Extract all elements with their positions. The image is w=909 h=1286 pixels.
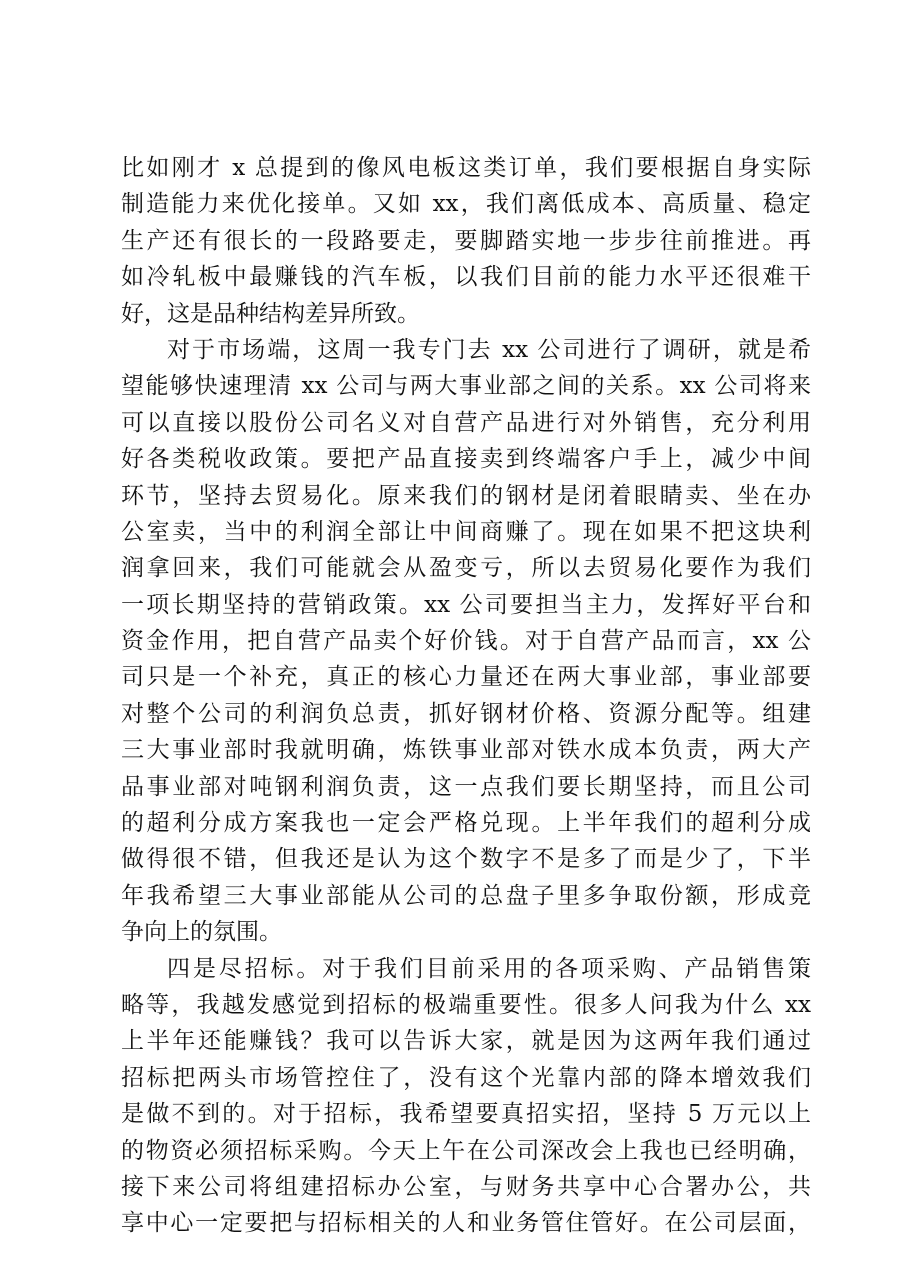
text-line: 的超利分成方案我也一定会严格兑现。上半年我们的超利分成 [121, 810, 811, 837]
text-line: 对整个公司的利润负总责，抓好钢材价格、资源分配等。组建 [121, 700, 811, 727]
text-line: 上半年还能赚钱？我可以告诉大家，就是因为这两年我们通过 [121, 1028, 811, 1055]
text-line: 公室卖，当中的利润全部让中间商赚了。现在如果不把这块利 [121, 518, 811, 545]
text-line: 润拿回来，我们可能就会从盈变亏，所以去贸易化要作为我们 [121, 555, 811, 582]
text-line: 制造能力来优化接单。又如 xx，我们离低成本、高质量、稳定 [121, 191, 811, 218]
paragraph-2 [121, 332, 811, 951]
text-line: 资金作用，把自营产品卖个好价钱。对于自营产品而言，xx 公 [121, 628, 811, 655]
text-line: 生产还有很长的一段路要走，要脚踏实地一步步往前推进。再 [121, 227, 811, 254]
text-line: 如冷轧板中最赚钱的汽车板，以我们目前的能力水平还很难干 [121, 264, 811, 291]
text-line: 望能够快速理清 xx 公司与两大事业部之间的关系。xx 公司将来 [121, 373, 811, 400]
text-line: 争向上的氛围。 [121, 919, 282, 946]
text-line: 三大事业部时我就明确，炼铁事业部对铁水成本负责，两大产 [121, 737, 811, 764]
paragraph-1 [121, 150, 811, 332]
text-line: 好各类税收政策。要把产品直接卖到终端客户手上，减少中间 [121, 446, 811, 473]
text-line: 年我希望三大事业部能从公司的总盘子里多争取份额，形成竞 [121, 882, 811, 909]
text-line: 四是尽招标。对于我们目前采用的各项采购、产品销售策 [167, 955, 811, 982]
paragraph-3 [121, 951, 811, 1242]
text-line: 品事业部对吨钢利润负责，这一点我们要长期坚持，而且公司 [121, 773, 811, 800]
document-body [121, 150, 811, 1242]
text-line: 一项长期坚持的营销政策。xx 公司要担当主力，发挥好平台和 [121, 591, 811, 618]
text-line: 环节，坚持去贸易化。原来我们的钢材是闭着眼睛卖、坐在办 [121, 482, 811, 509]
text-line: 略等，我越发感觉到招标的极端重要性。很多人问我为什么 xx [121, 991, 811, 1018]
text-line: 做得很不错，但我还是认为这个数字不是多了而是少了，下半 [121, 846, 811, 873]
text-line: 是做不到的。对于招标，我希望要真招实招，坚持 5 万元以上 [121, 1101, 811, 1128]
text-line: 的物资必须招标采购。今天上午在公司深改会上我也已经明确， [121, 1137, 811, 1164]
text-line: 比如刚才 x 总提到的像风电板这类订单，我们要根据自身实际 [121, 155, 811, 181]
text-line: 可以直接以股份公司名义对自营产品进行对外销售，充分利用 [121, 409, 811, 436]
text-line: 接下来公司将组建招标办公室，与财务共享中心合署办公，共 [121, 1173, 811, 1200]
text-line: 招标把两头市场管控住了，没有这个光靠内部的降本增效我们 [121, 1064, 811, 1091]
text-line: 好，这是品种结构差异所致。 [121, 300, 420, 327]
text-line: 司只是一个补充，真正的核心力量还在两大事业部，事业部要 [121, 664, 811, 691]
text-line: 享中心一定要把与招标相关的人和业务管住管好。在公司层面， [121, 1210, 811, 1237]
text-line: 对于市场端，这周一我专门去 xx 公司进行了调研，就是希 [167, 336, 811, 363]
